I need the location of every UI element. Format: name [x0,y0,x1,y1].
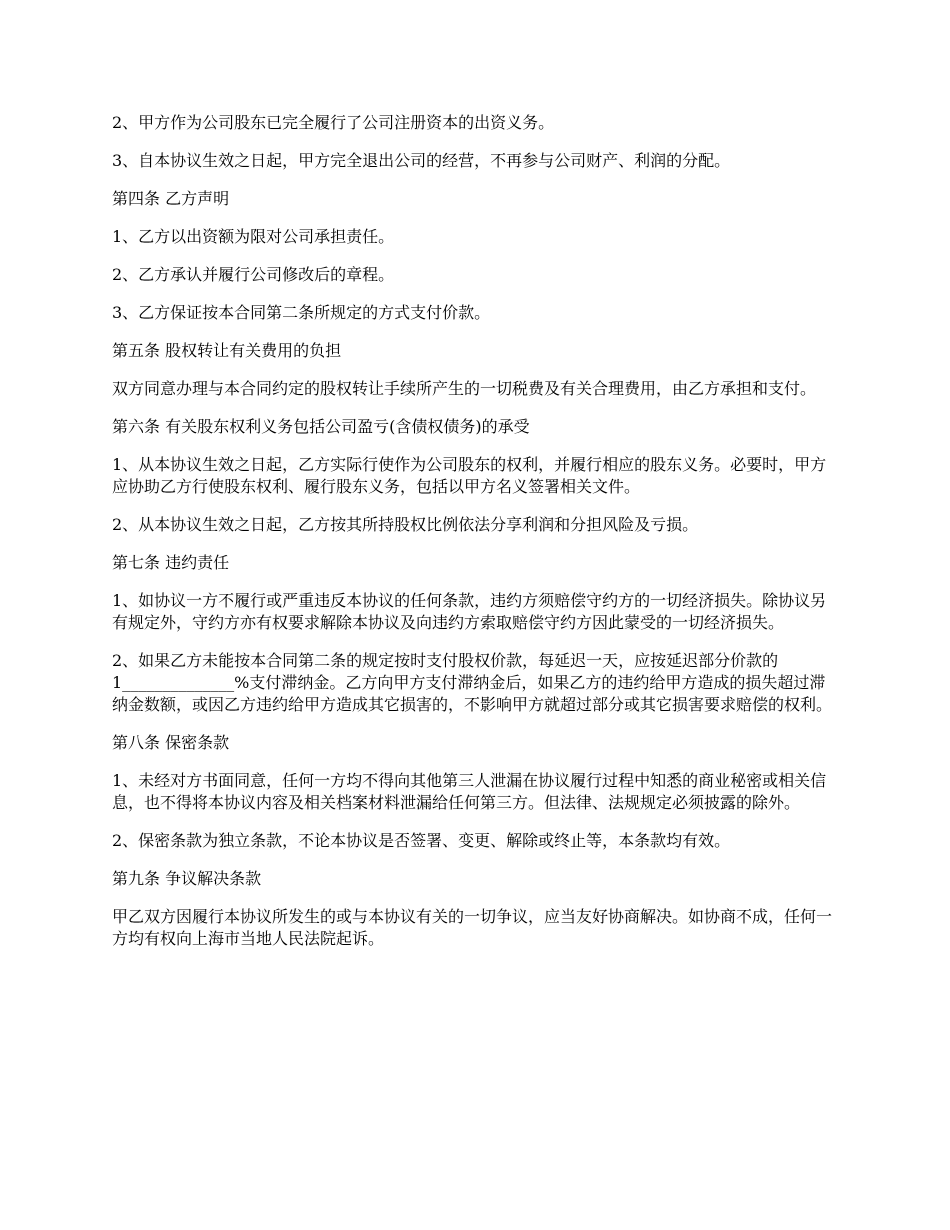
clause-8-item-1: 1、未经对方书面同意，任何一方均不得向其他第三人泄漏在协议履行过程中知悉的商业秘密或相关信息，也不得将本协议内容及相关档案材料泄漏给任何第三方。但法律、法规规定必须披露的除外。 [112,771,827,812]
clause-4-item-3: 3、乙方保证按本合同第二条所规定的方式支付价款。 [112,303,491,322]
clause-9-heading: 第九条 争议解决条款 [112,869,262,888]
clause-4-item-1: 1、乙方以出资额为限对公司承担责任。 [112,227,395,246]
clause-6-item-1: 1、从本协议生效之日起，乙方实际行使作为公司股东的权利，并履行相应的股东义务。必要时，甲方应协助乙方行使股东权利、履行股东义务，包括以甲方名义签署相关文件。 [112,455,827,496]
clause-4-heading: 第四条 乙方声明 [112,189,230,208]
clause-3-item-2: 2、甲方作为公司股东已完全履行了公司注册资本的出资义务。 [112,113,555,132]
clause-7-item-2: 2、如果乙方未能按本合同第二条的规定按时支付股权价款，每延迟一天，应按延迟部分价款的1______________%支付滞纳金。乙方向甲方支付滞纳金后，如果乙方的违约给甲方造成的损失超过滞纳金数额，或因乙方违约给甲方造成其它损害的，不影响甲方就超过部分或其它损害要求赔偿的权利。 [112,651,833,714]
clause-8-heading: 第八条 保密条款 [112,733,230,752]
document-body [112,112,840,966]
clause-9-body: 甲乙双方因履行本协议所发生的或与本协议有关的一切争议，应当友好协商解决。如协商不成，任何一方均有权向上海市当地人民法院起诉。 [112,907,833,948]
clause-6-heading: 第六条 有关股东权利义务包括公司盈亏(含债权债务)的承受 [112,417,530,436]
clause-8-item-2: 2、保密条款为独立条款，不论本协议是否签署、变更、解除或终止等，本条款均有效。 [112,831,731,850]
clause-5-heading: 第五条 股权转让有关费用的负担 [112,341,342,360]
clause-6-item-2: 2、从本协议生效之日起，乙方按其所持股权比例依法分享利润和分担风险及亏损。 [112,515,699,534]
clause-5-body: 双方同意办理与本合同约定的股权转让手续所产生的一切税费及有关合理费用，由乙方承担和支付。 [112,379,817,398]
clause-4-item-2: 2、乙方承认并履行公司修改后的章程。 [112,265,395,284]
clause-7-heading: 第七条 违约责任 [112,553,230,572]
clause-3-item-3: 3、自本协议生效之日起，甲方完全退出公司的经营，不再参与公司财产、利润的分配。 [112,151,731,170]
clause-7-item-1: 1、如协议一方不履行或严重违反本协议的任何条款，违约方须赔偿守约方的一切经济损失。除协议另有规定外，守约方亦有权要求解除本协议及向违约方索取赔偿守约方因此蒙受的一切经济损失。 [112,591,827,632]
